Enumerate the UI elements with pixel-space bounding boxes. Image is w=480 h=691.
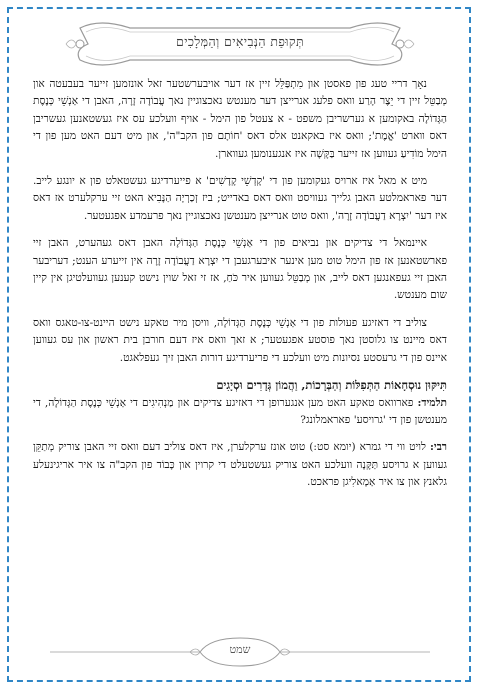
speaker-label: רבי: [430, 441, 447, 454]
paragraph-text: איינמאל די צדיקים און נביאים פון די אַנְשֵׁי כְּנֶסֶת הַגְּדוֹלָה האבן דאס געהערט, האבן זיי פארשטאנען אז פון הימל טוט מען אינער איבערגעבן די יִצְרָא דַעֲבוֹדָה זָרָה אין זייערע הענט; דעריבער האבן זיי געפאנגען דאס לייב, און מְבַטֵּל געווען איר כֹּחַ, אז זי זאל שוין נישט קענען געוועלטיגן אין קיין שום מענטש. [33, 237, 447, 302]
paragraph [33, 76, 447, 163]
dialogue-line [33, 395, 447, 430]
paragraph [33, 173, 447, 225]
page-header-title: תְּקוּפַת הַנְּבִיאִים וְהַמְּלָכִים [176, 34, 304, 49]
paragraph [33, 235, 447, 305]
paragraph-text: נאָך דריי טעג פון פאסטן און מִתְפַּלֵּל זיין אז דער אויבערשטער זאל אונזמען זייער בעבעטה און מְבַטֵּל זיין די יֵצֶר הָרַע וואס פלעג אנרייצן דער מענטש נאכצוגיין נאך עֲבוֹדָה זָרָה, האבן די אַנְשֵׁי כְּנֶסֶת הַגְּדוֹלָה באקומען א גערשריבן משפט - א צעטל פון הימל - אויף וועלכע עס איז געשטאנען געשריבן דאס ווארט 'אֱמֶת'; וואס איז באקאנט אלס דאס 'חוֹתָם פון הקב"ה', און מיט דעם האט מען פון די הימל מוֹדִיעַ געווען אז זייער בַּקָּשָׁה איז אנגענומען געווארן. [33, 78, 447, 160]
main-text [33, 76, 447, 626]
page-header [60, 14, 420, 74]
paragraph-text: מיט א מאל איז ארויס געקומען פון די 'קָדְשֵׁי קָדָשִׁים' א פייערדיגע געשטאלט פון א יונגע לייב. דער פאראמלטע האבן גלייך געוויסט וואס דאס באדייט; ביז זְכַרְיָה הַנָּבִיא האט זיי ערקלערט אז דאס איז דער 'יִצְרָא דַעֲבוֹדָה זָרָה', וואס טוט אנרייצן מענטשן נאכצוגיין נאך פרעמדע אפגעטער. [33, 175, 447, 222]
speaker-label: תלמיד: [417, 396, 447, 409]
page-number: שמט [229, 643, 251, 656]
dialogue-text: לויט ווי די גמרא (יומא סט:) טוט אונז ערקלערן, איז דאס צוליב דעם וואס זיי האבן צוריק מְתַקֵּן געווען א גרויסע תַּקָּנָה וועלכע האט צוריק געשטעלט די קרוין און כָּבוֹד פון הקב"ה צו איר אריגינעלע גלאנץ און צו איר אַמָאלִיגן פראכט. [33, 441, 447, 489]
paragraph [33, 315, 447, 367]
section-heading: תִּיקּוּן נוּסְחָאוֹת הַתְּפִלּוֹת וְהַבְּרָכוֹת, וַהֲמוֹן גְּדָרִים וּסְיָגִים [216, 378, 447, 393]
dialogue-line [33, 439, 447, 491]
dialogue-text: פארוואס טאקע האט מען אנגערופן די דאזיגע צדיקים און מַנְהִיגִים די אַנְשֵׁי כְּנֶסֶת הַגְּדוֹלָה, די מענטשן פון די 'גרויסע' פאראמלונג? [33, 396, 447, 426]
paragraph-text: צוליב די דאזיגע פעולות פון די אַנְשֵׁי כְּנֶסֶת הַגְּדוֹלָה, וויסן מיר טאקע נישט היינט-צו-טאגס וואס דאס מיינט צו גלוסטן נאך פוסטע אפגעטער; א זאך וואס איז דעם חורבן בית ראשון און עס געווען איינס פון די גרעסטע נסיונות מיט וועלכע די פריערדיגע דורות האבן זיך געפלאגט. [33, 316, 447, 364]
page-footer [40, 630, 440, 680]
